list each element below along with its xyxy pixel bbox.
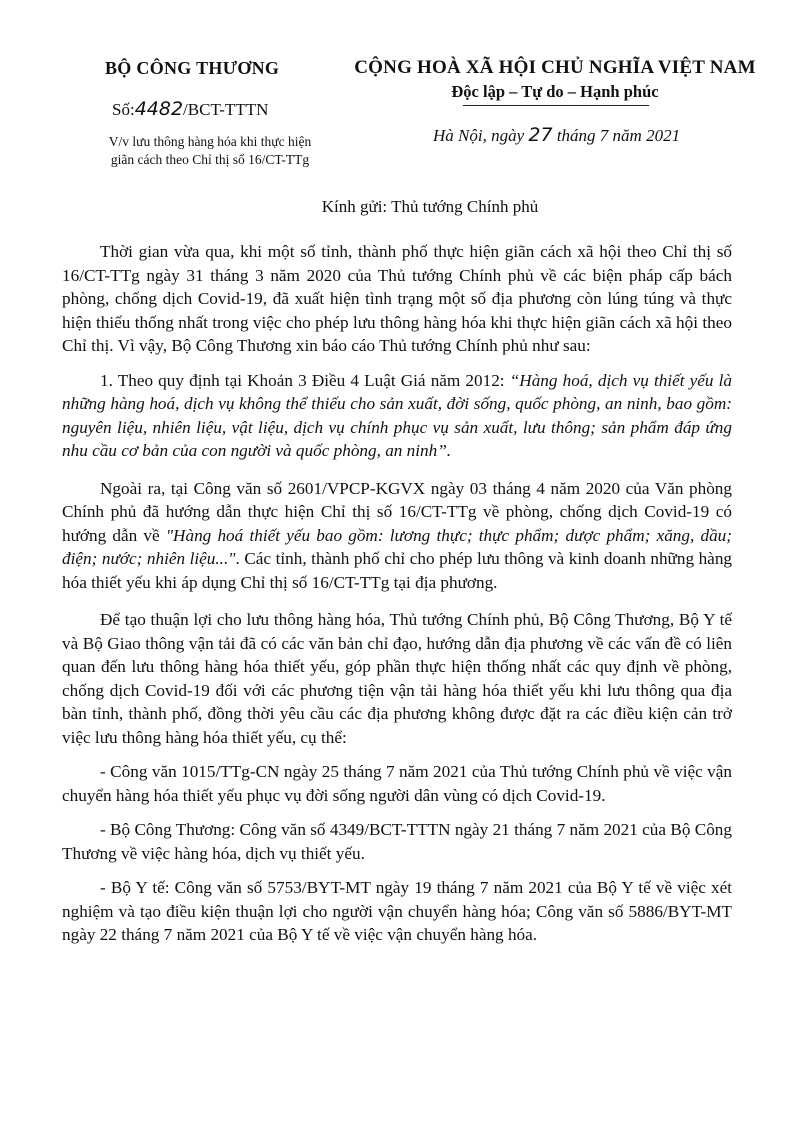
doc-number-prefix: Số: (112, 100, 135, 119)
paragraph-2-lead: Ngoài ra, tại Công văn số 2601/VPCP-KGVX ngày 03 tháng 4 năm 2020 của Văn phòng Chính phủ đã hướng dẫn thực hiện Chỉ thị số 16/CT-TTg về phòng, chống dịch Covid-19 có hướng dẫn về (62, 478, 732, 545)
list-item-2: - Bộ Công Thương: Công văn số 4349/BCT-TTTN ngày 21 tháng 7 năm 2021 của Bộ Công Thương về việc hàng hóa, dịch vụ thiết yếu. (62, 820, 732, 863)
date-prefix: Hà Nội, ngày (433, 126, 525, 145)
paragraph-1-lead: 1. Theo quy định tại Khoản 3 Điều 4 Luật Giá năm 2012: (100, 370, 510, 390)
national-title: CỘNG HOÀ XÃ HỘI CHỦ NGHĨA VIỆT NAM (354, 57, 756, 78)
national-motto: Độc lập – Tự do – Hạnh phúc (451, 82, 659, 101)
paragraph-intro: Thời gian vừa qua, khi một số tỉnh, thành phố thực hiện giãn cách xã hội theo Chỉ thị số 16/CT-TTg ngày 31 tháng 3 năm 2020 của Thủ tướng Chính phủ về các biện pháp cấp bách phòng, chống dịch Covid-19, đã xuất hiện tình trạng một số địa phương còn lúng túng và thực hiện thiếu thống nhất trong việc cho phép lưu thông hàng hóa khi thực hiện giãn cách xã hội theo Chỉ thị. Vì vậy, Bộ Công Thương xin báo cáo Thủ tướng Chính phủ như sau: (62, 242, 732, 355)
paragraph-2-tail: . Các tỉnh, thành phố chỉ cho phép lưu thông và kinh doanh những hàng hóa thiết yếu khi áp dụng Chỉ thị số 16/CT-TTg tại địa phương. (62, 549, 733, 592)
paragraph-1-quote: “Hàng hoá, dịch vụ thiết yếu là những hàng hoá, dịch vụ không thể thiếu cho sản xuất, đời sống, quốc phòng, an ninh, bao gồm: nguyên liệu, nhiên liệu, vật liệu, dịch vụ chính phục vụ sản xuất, lưu thông; sản phẩm đáp ứng nhu cầu cơ bản của con người và quốc phòng, an ninh”. (62, 370, 732, 460)
document-body (62, 240, 732, 958)
motto-underline (463, 105, 649, 106)
paragraph-3: Để tạo thuận lợi cho lưu thông hàng hóa, Thủ tướng Chính phủ, Bộ Công Thương, Bộ Y tế và Bộ Giao thông vận tải đã có các văn bản chỉ đạo, hướng dẫn địa phương về các vấn đề có liên quan đến lưu thông hàng hóa thiết yếu, góp phần thực hiện thống nhất các quy định về phòng, chống dịch Covid-19 đối với các phương tiện vận tải hàng hóa thiết yếu khi lưu thông qua địa bàn tỉnh, thành phố, đồng thời yêu cầu các địa phương không được đặt ra các điều kiện cản trở việc lưu thông hàng hóa thiết yếu, cụ thể: (62, 610, 732, 747)
date-day-handwritten: 27 (528, 124, 553, 146)
subject-line-2: giãn cách theo Chỉ thị số 16/CT-TTg (110, 152, 310, 167)
recipient-line: Kính gửi: Thủ tướng Chính phủ (321, 197, 539, 216)
list-item-1: - Công văn 1015/TTg-CN ngày 25 tháng 7 năm 2021 của Thủ tướng Chính phủ về việc vận chuyển hàng hóa thiết yếu phục vụ đời sống người dân vùng có dịch Covid-19. (62, 762, 732, 805)
subject-line (75, 133, 345, 169)
organization-name: BỘ CÔNG THƯƠNG (105, 58, 280, 78)
paragraph-2-quote: "Hàng hoá thiết yếu bao gồm: lương thực; thực phẩm; dược phẩm; xăng, dầu; điện; nước; nhiên liệu..." (62, 525, 732, 568)
list-item-3: - Bộ Y tế: Công văn số 5753/BYT-MT ngày 19 tháng 7 năm 2021 của Bộ Y tế về việc xét nghiệm và tạo điều kiện thuận lợi cho người vận chuyển hàng hóa; Công văn số 5886/BYT-MT ngày 22 tháng 7 năm 2021 của Bộ Y tế về việc vận chuyển hàng hóa. (62, 878, 732, 944)
document-date (433, 124, 680, 146)
document-number (112, 98, 268, 120)
paragraph-2 (62, 477, 732, 595)
doc-number-suffix: /BCT-TTTN (183, 100, 269, 119)
doc-number-handwritten: 4482 (134, 98, 184, 120)
date-suffix: tháng 7 năm 2021 (556, 126, 681, 145)
subject-line-1: V/v lưu thông hàng hóa khi thực hiện (108, 134, 312, 149)
paragraph-1 (62, 369, 732, 463)
